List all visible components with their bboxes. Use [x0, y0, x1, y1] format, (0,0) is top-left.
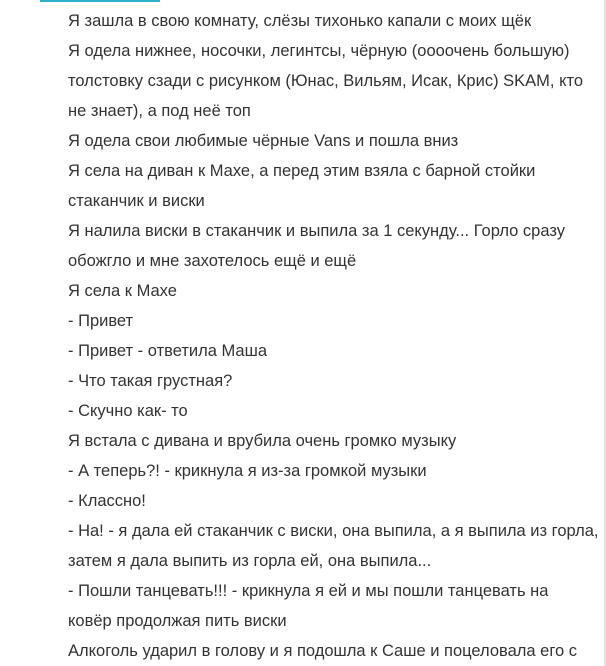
story-line: Я села на диван к Махе, а перед этим взяла с барной стойки: [68, 162, 536, 180]
story-line: обожгло и мне захотелось ещё и ещё: [68, 252, 357, 270]
story-line: Я одела свои любимые чёрные Vans и пошла вниз: [68, 132, 459, 150]
story-line: Я села к Махе: [68, 282, 177, 300]
story-line: не знает), а под неё топ: [68, 102, 251, 120]
story-line: стаканчик и виски: [68, 192, 205, 210]
story-line: - Скучно как- то: [68, 402, 188, 420]
story-line: - На! - я дала ей стаканчик с виски, она выпила, а я выпила из горла,: [68, 522, 599, 540]
story-line: - Привет: [68, 312, 134, 330]
story-line: ковёр продолжая пить виски: [68, 612, 287, 630]
story-line: - Что такая грустная?: [68, 372, 233, 390]
story-line: Алкоголь ударил в голову и я подошла к Саше и поцеловала его с: [68, 642, 578, 660]
story-line: затем я дала выпить из горла ей, она выпила...: [68, 552, 432, 570]
story-line: - Привет - ответила Маша: [68, 342, 268, 360]
story-line: толстовку сзади с рисунком (Юнас, Вильям, Исак, Крис) SKAM, кто: [68, 72, 584, 90]
top-accent-bar: [40, 0, 160, 2]
story-text: [68, 6, 606, 666]
story-line: Я встала с дивана и врубила очень громко музыку: [68, 432, 457, 450]
story-line: Я налила виски в стаканчик и выпила за 1 секунду... Горло сразу: [68, 222, 565, 240]
story-line: - Классно!: [68, 492, 146, 510]
story-line: - А теперь?! - крикнула я из-за громкой музыки: [68, 462, 427, 480]
story-line: Я одела нижнее, носочки, легинтсы, чёрную (оооочень большую): [68, 42, 570, 60]
story-line: - Пошли танцевать!!! - крикнула я ей и мы пошли танцевать на: [68, 582, 549, 600]
story-line: Я зашла в свою комнату, слёзы тихонько капали с моих щёк: [68, 12, 532, 30]
